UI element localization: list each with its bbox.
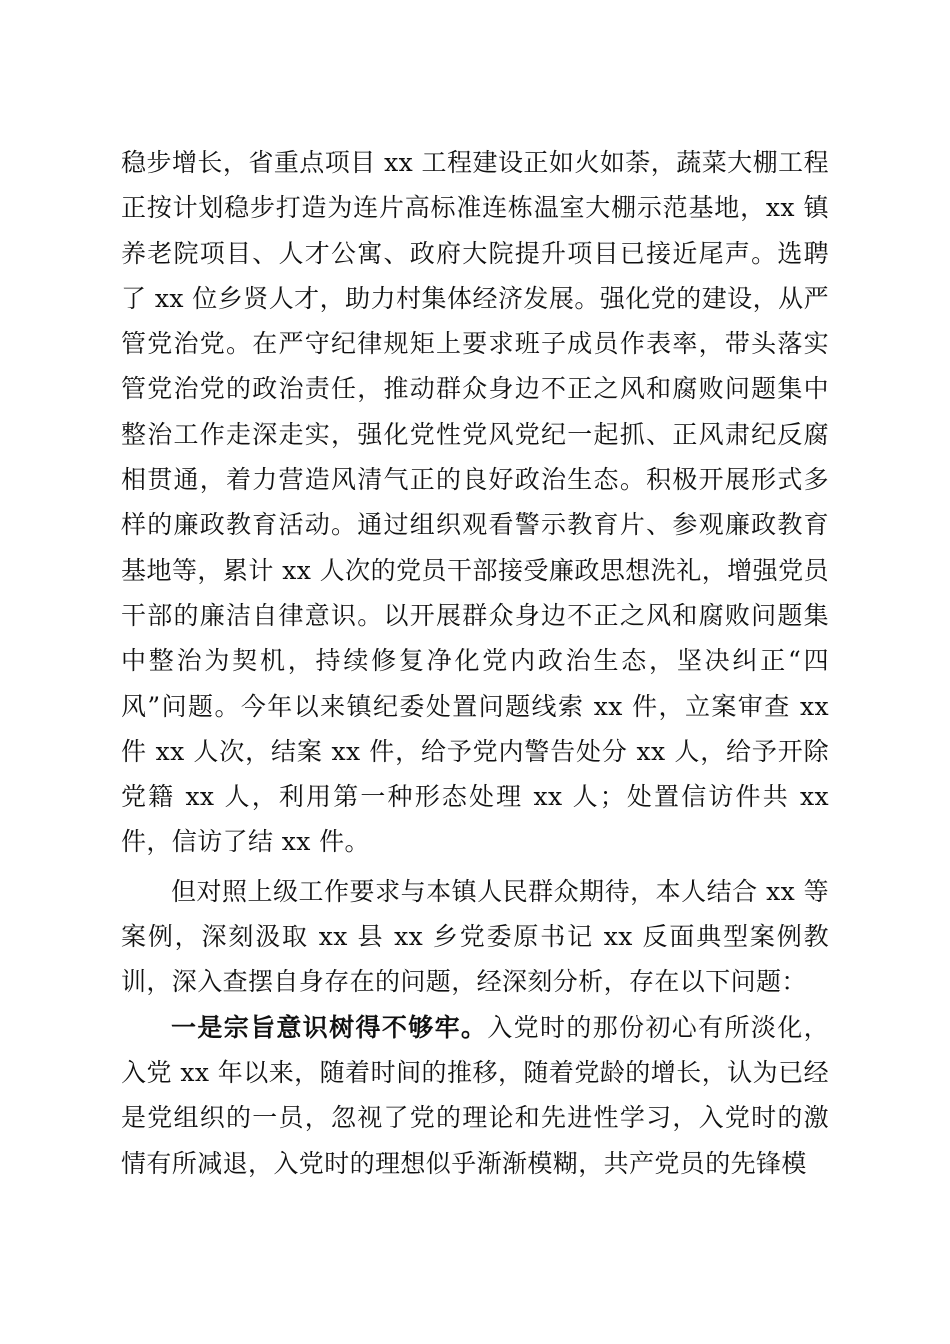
paragraph-problem-one-heading: 一是宗旨意识树得不够牢。 [171,1012,488,1042]
paragraph-problem-one [121,1005,829,1186]
paragraph-problem-one-text: 入党时的那份初心有所淡化，入党 xx 年以来，随着时间的推移，随着党龄的增长，认为已经是党组织的一员，忽视了党的理论和先进性学习，入党时的激情有所减退，入党时的理想似乎渐渐模糊，共产党员的先锋模 [121,1012,829,1178]
document-body [121,140,829,1186]
paragraph-problem-intro: 但对照上级工作要求与本镇人民群众期待，本人结合 xx 等案例，深刻汲取 xx 县 xx 乡党委原书记 xx 反面典型案例教训，深入查摆自身存在的问题，经深刻分析，存在以下问题： [121,876,829,997]
paragraph-work-summary: 稳步增长，省重点项目 xx 工程建设正如火如荼，蔬菜大棚工程正按计划稳步打造为连片高标准连栋温室大棚示范基地，xx 镇养老院项目、人才公寓、政府大院提升项目已接近尾声。选聘了 xx 位乡贤人才，助力村集体经济发展。强化党的建设，从严管党治党。在严守纪律规矩上要求班子成员作表率，带头落实管党治党的政治责任，推动群众身边不正之风和腐败问题集中整治工作走深走实，强化党性党风党纪一起抓、正风肃纪反腐相贯通，着力营造风清气正的良好政治生态。积极开展形式多样的廉政教育活动。通过组织观看警示教育片、参观廉政教育基地等，累计 xx 人次的党员干部接受廉政思想洗礼，增强党员干部的廉洁自律意识。以开展群众身边不正之风和腐败问题集中整治为契机，持续修复净化党内政治生态，坚决纠正“四风”问题。今年以来镇纪委处置问题线索 xx 件，立案审查 xx 件 xx 人次，结案 xx 件，给予党内警告处分 xx 人，给予开除党籍 xx 人，利用第一种形态处理 xx 人；处置信访件共 xx 件，信访了结 xx 件。 [121,148,829,857]
